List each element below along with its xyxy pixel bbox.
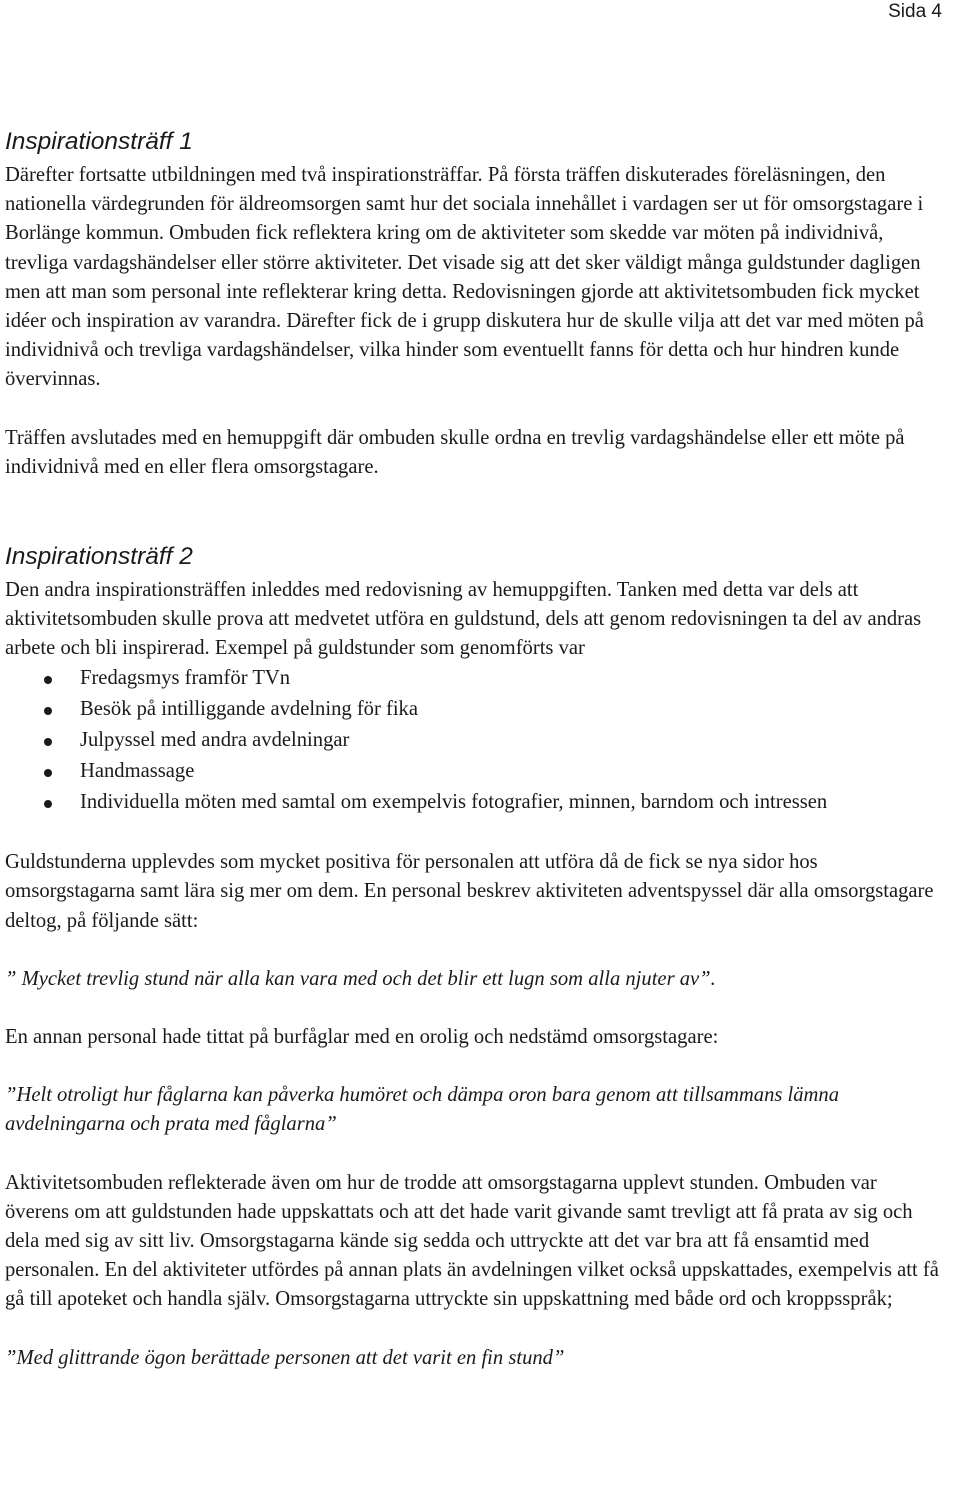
quote: ”Med glittrande ögon berättade personen att det varit en fin stund” (5, 1346, 565, 1369)
paragraph: Aktivitetsombuden reflekterade även om hur de trodde att omsorgstagarna upplevt stunden. Ombuden var överens om att guldstunden hade uppskattats och att det hade varit givande samt trevligt att få prata av sig och dela med sig av sitt liv. Omsorgstagarna kände sig sedda och uttryckte att det var bra att få ensamtid med personalen. En del aktiviteter utfördes på annan plats än avdelningen vilket också uppskattades, exempelvis att få gå till apoteket och handla själv. Omsorgstagarna uttryckte sin uppskattning med både ord och kroppsspråk; (5, 1171, 939, 1311)
list-item (5, 757, 945, 787)
list-item-text: Fredagsmys framför TVn (80, 666, 291, 689)
paragraph: Den andra inspirationsträffen inleddes med redovisning av hemuppgiften. Tanken med detta var dels att aktivitetsombuden skulle prova att medvetet utföra en guldstund, dels att genom redovisningen ta del av andras arbete och bli inspirerad. Exempel på guldstunder som genomförts var (5, 579, 922, 660)
list-item-text: Besök på intilliggande avdelning för fika (80, 697, 418, 720)
paragraph: En annan personal hade tittat på burfåglar med en orolig och nedstämd omsorgstagare: (5, 1025, 719, 1048)
bullet-icon (44, 707, 52, 715)
document-body (5, 126, 945, 1373)
bullet-icon (44, 769, 52, 777)
paragraph: Därefter fortsatte utbildningen med två inspirationsträffar. På första träffen diskuterades föreläsningen, den nationella värdegrunden för äldreomsorgen samt hur det sociala innehållet i vardagen ser ut för omsorgstagare i Borlänge kommun. Ombuden fick reflektera kring om de aktiviteter som skedde var möten på individnivå, trevliga vardagshändelser eller större aktiviteter. Det visade sig att det sker väldigt många guldstunder dagligen men att man som personal inte reflekterar kring detta. Redovisningen gjorde att aktivitetsombuden fick mycket idéer och inspiration av varandra. Därefter fick de i grupp diskutera hur de skulle vilja att det var med möten på individnivå och trevliga vardagshändelser, vilka hinder som eventuellt fanns för detta och hur hindren kunde övervinnas. (5, 164, 924, 391)
list-item-text: Julpyssel med andra avdelningar (80, 728, 350, 751)
bullet-icon (44, 800, 52, 808)
list-item (5, 695, 945, 725)
list-item (5, 726, 945, 756)
section-heading-inspirationstraff-1: Inspirationsträff 1 (5, 128, 193, 155)
paragraph: Guldstunderna upplevdes som mycket positiva för personalen att utföra då de fick se nya sidor hos omsorgstagarna samt lära sig mer om dem. En personal beskrev aktiviteten adventspyssel där alla omsorgstagare deltog, på följande sätt: (5, 851, 934, 932)
bullet-icon (44, 738, 52, 746)
section-heading-inspirationstraff-2: Inspirationsträff 2 (5, 543, 193, 571)
guldstunder-list (5, 664, 945, 818)
bullet-icon (44, 676, 52, 684)
quote: ” Mycket trevlig stund när alla kan vara med och det blir ett lugn som alla njuter av”. (5, 967, 716, 990)
list-item-text: Individuella möten med samtal om exempelvis fotografier, minnen, barndom och intressen (80, 791, 828, 814)
list-item-text: Handmassage (80, 759, 195, 782)
paragraph: Träffen avslutades med en hemuppgift där ombuden skulle ordna en trevlig vardagshändelse eller ett möte på individnivå med en eller flera omsorgstagare. (5, 426, 905, 478)
quote: ”Helt otroligt hur fåglarna kan påverka humöret och dämpa oron bara genom att tillsammans lämna avdelningarna och prata med fåglarna” (5, 1084, 840, 1136)
list-item (5, 788, 945, 818)
page-number: Sida 4 (888, 1, 942, 22)
list-item (5, 664, 945, 694)
